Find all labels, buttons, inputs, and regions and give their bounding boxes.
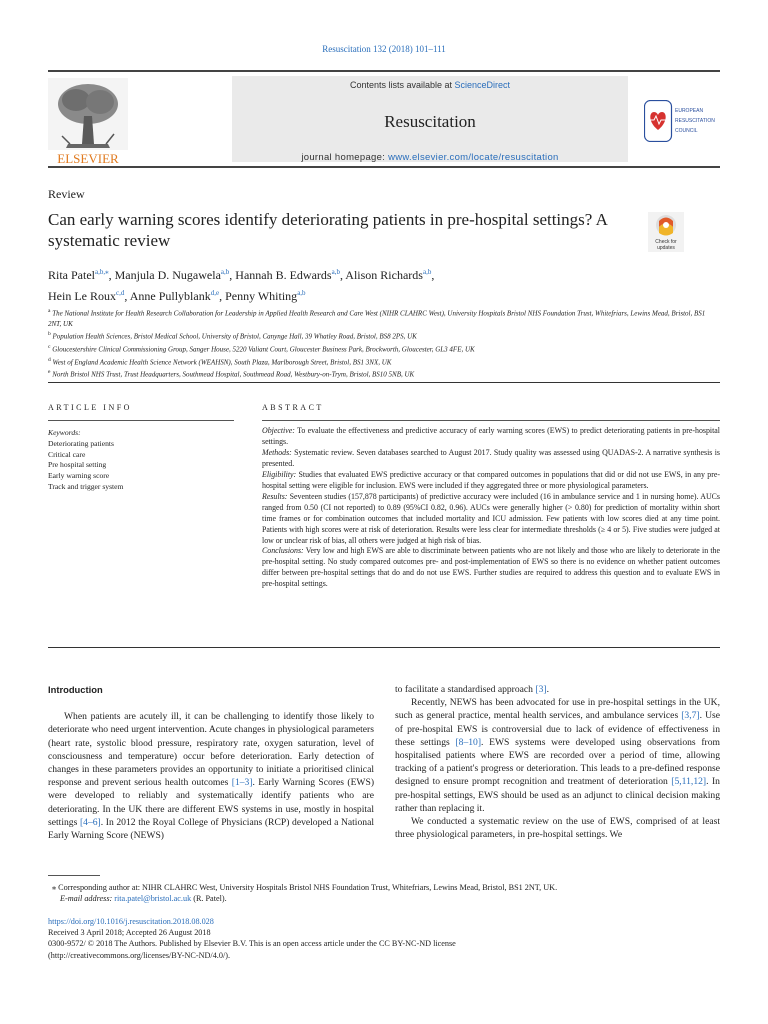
svg-text:updates: updates: [657, 245, 675, 251]
divider: [48, 647, 720, 648]
abstract-heading: ABSTRACT: [262, 403, 324, 412]
reference-link[interactable]: [8–10]: [455, 736, 482, 748]
corresponding-author-footnote: ⁎ Corresponding author at: NIHR CLAHRC West, University Hospitals Bristol NHS Foundation Trust, Whitefriars, Lewins Mead, Bristol, BS1 2NT, UK. E-mail address: rita.patel@bristol.ac.uk (R. Patel).: [52, 883, 558, 903]
author-name[interactable]: Hannah B. Edwards: [235, 268, 332, 282]
erc-logo: [644, 100, 720, 142]
journal-info-box: [232, 76, 628, 162]
license-text: 0300-9572/ © 2018 The Authors. Published by Elsevier B.V. This is an open access article under the CC BY-NC-ND license: [48, 939, 456, 949]
author-email-link[interactable]: rita.patel@bristol.ac.uk: [114, 894, 192, 903]
journal-name: Resuscitation: [384, 112, 476, 131]
author-list: Rita Patel$^{a,b,⁎}$, Manjula D. Nugawela$^{a,b}$, Hannah B. Edwards$^{a,b}$, Alison Richards$^{a,b}$, Hein Le Roux$^{c,d}$, Anne Pullyblank$^{d,e}$, Penny Whiting$^{a,b}$: [48, 268, 435, 303]
svg-text:ELSEVIER: ELSEVIER: [57, 151, 119, 166]
keyword: Deteriorating patients: [48, 438, 115, 448]
reference-link[interactable]: [3]: [535, 684, 547, 695]
reference-link[interactable]: [3,7]: [681, 710, 700, 722]
contents-line: Contents lists available at ScienceDirect: [349, 80, 511, 90]
keyword: Track and trigger system: [48, 481, 124, 491]
author-name[interactable]: Rita Patel: [48, 268, 95, 282]
reference-link[interactable]: [1–3]: [231, 777, 253, 789]
affiliation: $^c$ Gloucestershire Clinical Commissioning Group, Sanger House, 5220 Valiant Court, Gloucester Business Park, Brockworth, Gloucester, GL3 4FE, UK: [48, 343, 475, 354]
author-name[interactable]: Penny Whiting: [225, 289, 298, 303]
paragraph: When patients are acutely ill, it can be challenging to identify those likely to deteriorate who need urgent intervention. Acute changes in physiological parameters (heart rate, systolic blood pressure, respiratory rate, oxygen saturation, level of consciousness and temperature) occur before deterioration. Early detection of changes in these parameters provides an opportunity to initiate a prioritised clinical response and prevent serious health outcomes [1–3]. Early Warning Scores (EWS) were developed to reliably and systematically identify patients who are deteriorating. In the UK there are different EWS systems in use, mostly in hospital settings [4–6]. In 2012 the Royal College of Physicians (RCP) developed a National Early Warning Score (NEWS): [48, 711, 375, 842]
check-for-updates-icon[interactable]: [648, 212, 684, 252]
keyword: Critical care: [48, 449, 86, 459]
body-column-right: [395, 683, 720, 841]
article-type: Review: [48, 187, 85, 201]
affiliation: $^d$ West of England Academic Health Science Network (WEAHSN), South Plaza, Marlborough Street, Bristol, BS1 3NX, UK: [48, 356, 392, 366]
keywords-label: Keywords:: [48, 428, 81, 437]
svg-text:COUNCIL: COUNCIL: [675, 128, 698, 134]
publication-info: [48, 916, 728, 961]
license-url[interactable]: (http://creativecommons.org/licenses/BY-NC-ND/4.0/).: [48, 950, 230, 960]
journal-citation[interactable]: Resuscitation 132 (2018) 101–111: [322, 44, 446, 54]
affiliation-list: [48, 306, 708, 380]
abstract-eligibility: Eligibility: Studies that evaluated EWS predictive accuracy or that compared outcomes in populations that did or did not use EWS, in any pre-hospital setting were eligible for inclusion. EWS were included if they aggregated three or more physiological parameters.: [262, 469, 720, 490]
affiliation: $^a$ The National Institute for Health Research Collaboration for Leadership in Applied Health Research and Care West (NIHR CLAHRC West), University Hospitals Bristol NHS Foundation Trust, Whitefriars, Lewins Mead, Bristol, BS1 2NT, UK: [48, 308, 706, 328]
keywords-block: [48, 428, 238, 493]
divider: [48, 420, 234, 421]
abstract-conclusions: Conclusions: Very low and high EWS are able to discriminate between patients who are not likely and those who are likely to deteriorate in the pre-hospital setting. No study compared outcomes pre- and post-implementation of EWS so there is no evidence on whether patient outcomes differ between pre-hospital settings that do and do not use EWS. Further studies are required to address this question and to evaluate EWS in pre-hospital settings.: [262, 546, 720, 589]
body-column-left: [48, 683, 374, 842]
abstract-body: [262, 426, 720, 590]
abstract-results: Results: Seventeen studies (157,878 participants) of predictive accuracy were included (16 in ambulance service and 1 in nursing home). AUCs ranged from 0.50 (CI not reported) to 0.89 (95%CI 0.82, 0.96). AUCs were generally higher (> 0.80) for prediction of mortality within short time frames or for combination outcomes that included mortality and ICU admission. Few patients with low scores died at any time point. Patients with high scores were at risk of deterioration. Results were less clear for intermediate thresholds (≥ 4 or 5). Five studies were judged at low or unclear risk of bias, all others were judged at high risk of bias.: [262, 491, 720, 545]
author-name[interactable]: Hein Le Roux: [48, 289, 116, 303]
keyword: Early warning score: [48, 471, 110, 481]
doi-link[interactable]: https://doi.org/10.1016/j.resuscitation.2018.08.028: [48, 917, 214, 926]
author-name[interactable]: Alison Richards: [345, 268, 423, 282]
divider: [48, 382, 720, 383]
abstract-methods: Methods: Systematic review. Seven databases searched to August 2017. Study quality was assessed using QUADAS-2. A narrative synthesis is presented.: [262, 447, 720, 468]
svg-text:Check for: Check for: [655, 239, 677, 245]
reference-link[interactable]: [5,11,12]: [671, 776, 707, 788]
reference-link[interactable]: [4–6]: [79, 816, 101, 828]
elsevier-tree-logo: [48, 78, 128, 166]
sciencedirect-link[interactable]: ScienceDirect: [454, 80, 511, 90]
paragraph: Recently, NEWS has been advocated for use in pre-hospital settings in the UK, such as general practice, mental health services, and ambulance services [3,7]. Use of pre-hospital EWS is controversial due to lack of evidence of effectiveness in these settings [8–10]. EWS systems were developed using observations from hospitalised patients where EWS are recorded over a period of time, allowing tracking of a patient's progress or deterioration. This leads to a pre-defined response designed to ensure prompt recognition and treatment of deterioration [5,11,12]. In pre-hospital settings, EWS should be used as an adjunct to clinical decision making rather than replacing it.: [395, 697, 720, 814]
paragraph: We conducted a systematic review on the use of EWS, comprised of at least three physiological parameters, in pre-hospital settings. We: [395, 816, 720, 841]
article-info-heading: ARTICLE INFO: [48, 403, 132, 412]
article-title: Can early warning scores identify deteriorating patients in pre-hospital settings? A systematic review: [48, 210, 607, 250]
affiliation: $^b$ Population Health Sciences, Bristol Medical School, University of Bristol, Canynge Hall, 39 Whatley Road, Bristol, BS8 2PS, UK: [48, 331, 417, 341]
svg-text:RESUSCITATION: RESUSCITATION: [675, 118, 715, 124]
divider: [48, 875, 100, 876]
keyword: Pre hospital setting: [48, 460, 107, 470]
paragraph-continued: to facilitate a standardised approach [3].: [395, 684, 549, 695]
introduction-heading: Introduction: [48, 684, 103, 695]
abstract-objective: Objective: To evaluate the effectiveness and predictive accuracy of early warning scores (EWS) to predict deteriorating patients in pre-hospital settings.: [262, 426, 720, 446]
journal-masthead: [48, 70, 720, 168]
homepage-line: journal homepage: www.elsevier.com/locate/resuscitation: [301, 152, 559, 163]
divider: [262, 420, 720, 421]
journal-homepage-link[interactable]: www.elsevier.com/locate/resuscitation: [388, 152, 559, 163]
author-name[interactable]: Manjula D. Nugawela: [114, 268, 221, 282]
affiliation: $^e$ North Bristol NHS Trust, Trust Headquarters, Southmead Hospital, Southmead Road, Westbury-on-Trym, Bristol, BS10 5NB, UK: [48, 369, 415, 379]
received-dates: Received 3 April 2018; Accepted 26 August 2018: [48, 928, 211, 938]
svg-text:EUROPEAN: EUROPEAN: [675, 108, 704, 114]
author-name[interactable]: Anne Pullyblank: [129, 289, 211, 303]
